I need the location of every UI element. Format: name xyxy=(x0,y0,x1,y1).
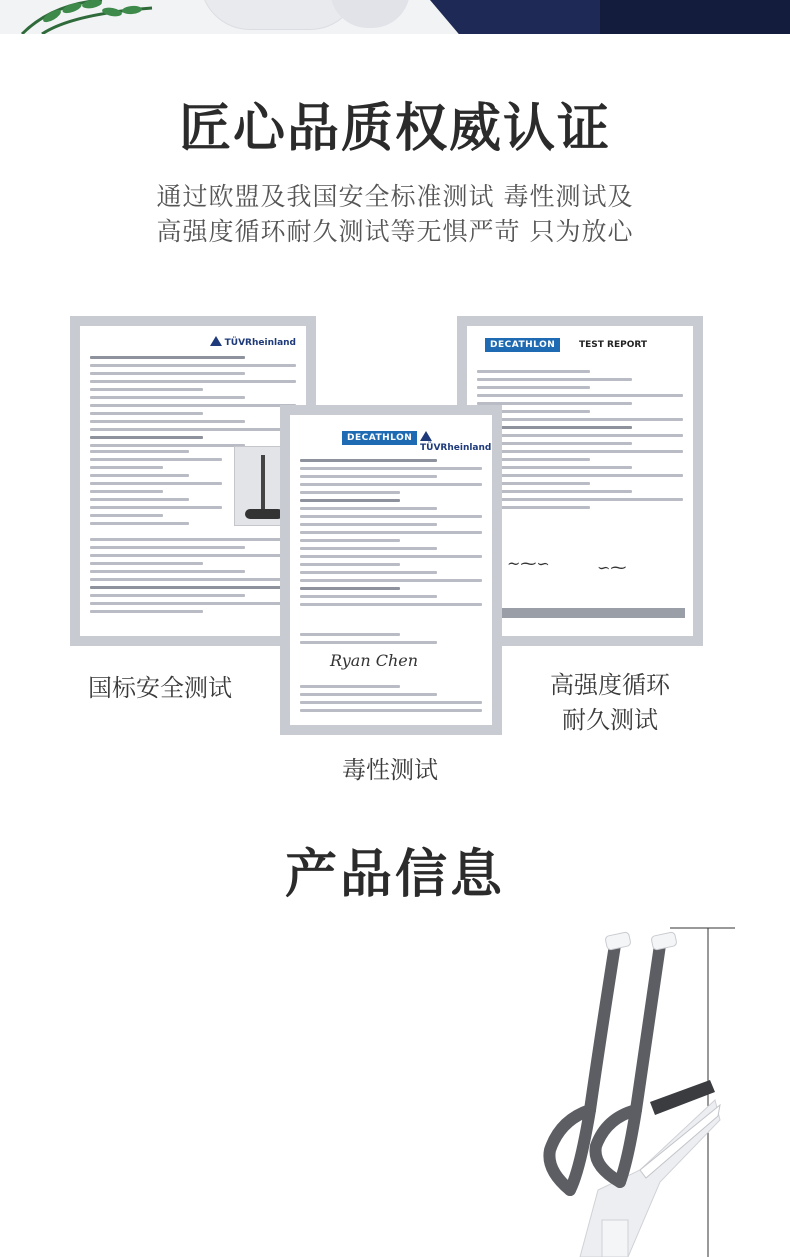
section-title: 匠心品质权威认证 xyxy=(178,99,611,159)
signature: Ryan Chen xyxy=(330,651,419,670)
section-subtitle-line1: 通过欧盟及我国安全标准测试 毒性测试及 xyxy=(156,182,634,211)
certificate-footer-band xyxy=(475,608,685,618)
label-durability-line2: 耐久测试 xyxy=(562,706,658,734)
signature-mark: ~⁓∽ xyxy=(507,554,550,573)
product-part-photo xyxy=(330,0,410,28)
signature-mark: ∽⁓ xyxy=(597,558,627,577)
tuv-logo-text: TÜVRheinland xyxy=(420,443,492,453)
certificate-footer-lines xyxy=(300,685,482,717)
certificate-paper xyxy=(290,415,492,725)
section-subtitle-line2: 高强度循环耐久测试等无惧严苛 只为放心 xyxy=(156,217,634,246)
report-title: TEST REPORT xyxy=(579,340,648,350)
product-info-title: 产品信息 xyxy=(284,845,505,905)
label-durability-line1: 高强度循环 xyxy=(550,671,670,699)
label-toxicity-test: 毒性测试 xyxy=(342,756,438,784)
plant-leaves-icon xyxy=(12,0,162,34)
certificate-paper xyxy=(80,326,306,636)
certificate-text-lines xyxy=(90,356,296,452)
decathlon-logo: DECATHLON xyxy=(485,338,560,352)
tuv-triangle-icon xyxy=(420,431,432,441)
certificate-detail-lines xyxy=(90,450,222,530)
certificate-text-lines xyxy=(300,459,482,611)
decathlon-logo: DECATHLON xyxy=(342,431,417,445)
tuv-logo xyxy=(210,336,296,348)
elliptical-trainer-image xyxy=(520,920,790,1257)
label-safety-test: 国标安全测试 xyxy=(88,674,232,702)
tuv-triangle-icon xyxy=(210,336,222,346)
navy-dark-panel xyxy=(600,0,790,34)
certificate-toxicity-test xyxy=(280,405,502,735)
top-photo-strip xyxy=(0,0,790,34)
certificate-footer-lines xyxy=(90,538,296,618)
certificate-signoff-lines xyxy=(300,633,482,649)
tuv-logo-text: TÜVRheinland xyxy=(224,338,296,348)
certificate-text-lines xyxy=(477,370,683,514)
label-durability-test xyxy=(520,668,700,738)
tuv-logo xyxy=(420,431,492,453)
